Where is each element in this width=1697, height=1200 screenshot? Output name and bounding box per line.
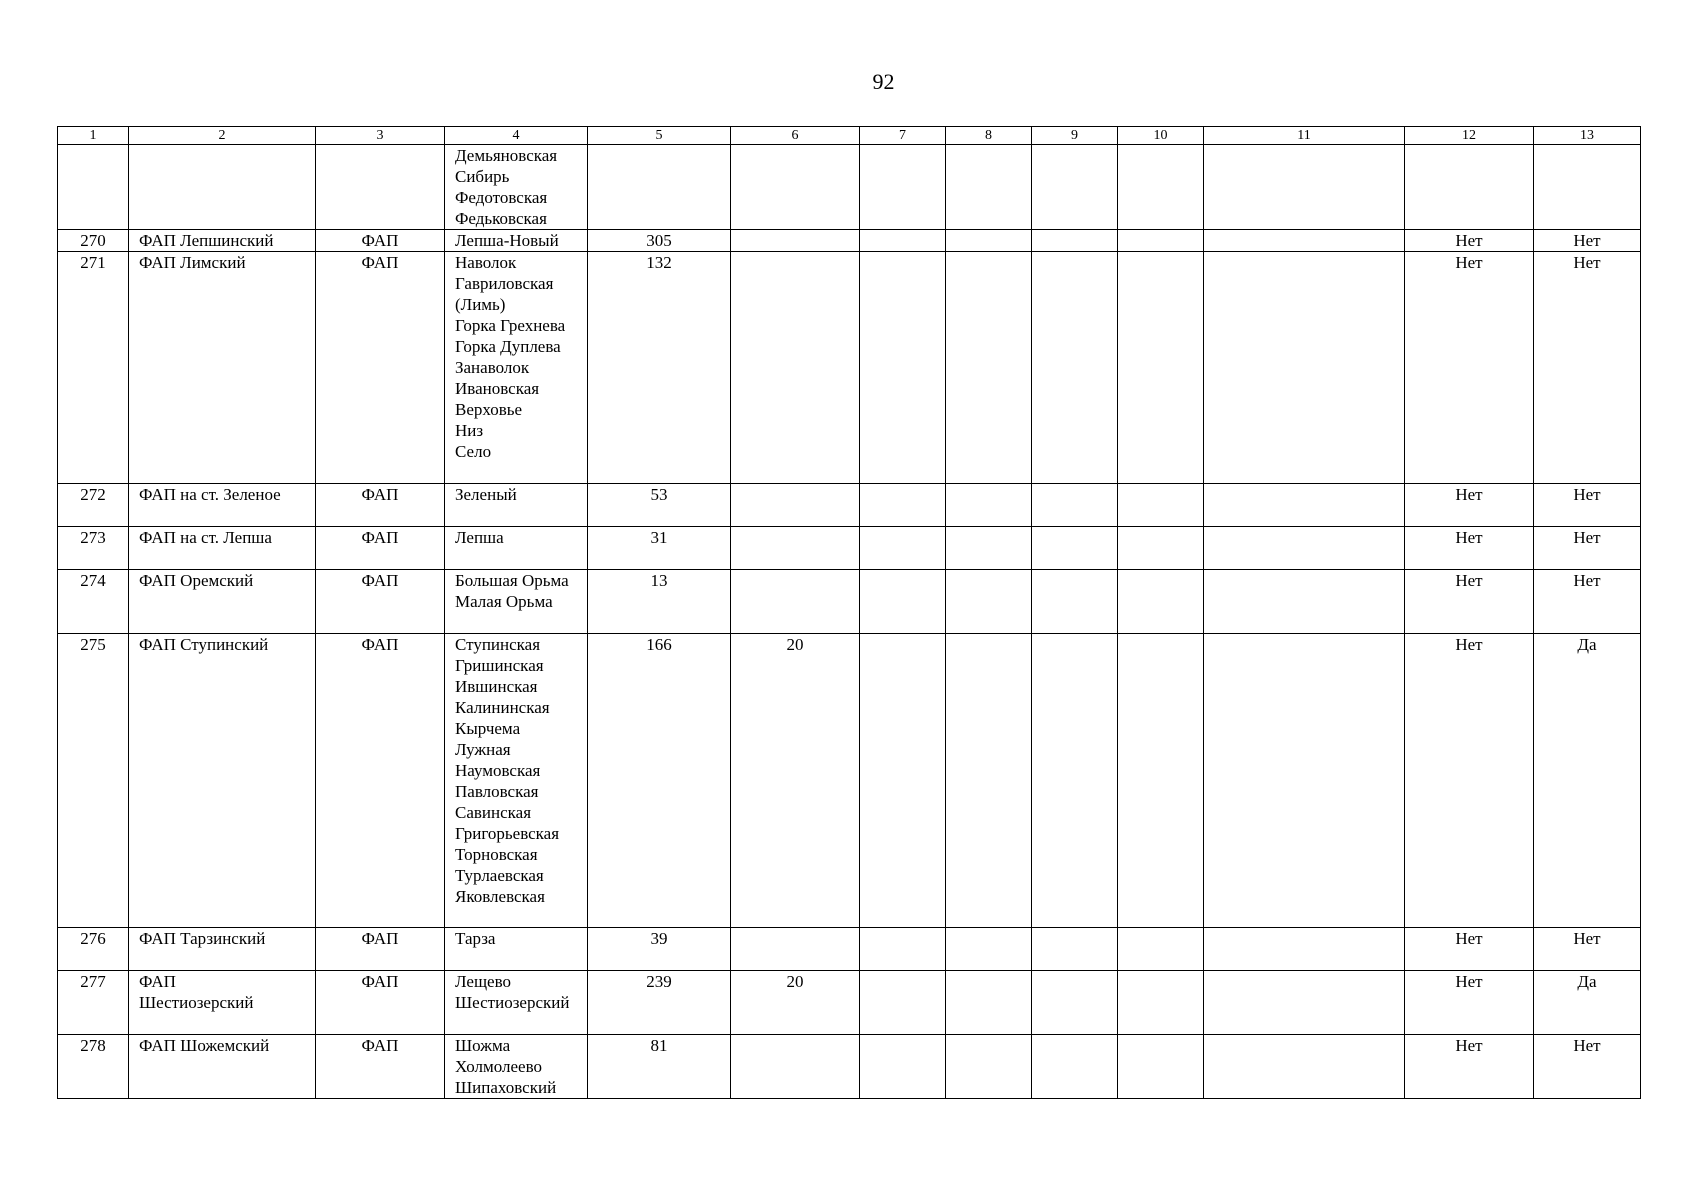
settlement-name: Павловская: [455, 782, 539, 801]
facility-name-cell: [129, 252, 316, 484]
column-7-cell: [860, 145, 946, 230]
column-8-cell: [946, 1035, 1032, 1099]
table-row: [58, 484, 1641, 527]
column-13-cell: Нет: [1534, 484, 1641, 527]
column-13-cell: Да: [1534, 634, 1641, 928]
column-8-cell: [946, 230, 1032, 252]
row-number-cell: 270: [58, 230, 129, 252]
settlement-name: Ивановская: [455, 379, 540, 398]
column-header: 4: [445, 127, 588, 145]
facility-name-cell: [129, 230, 316, 252]
column-12-cell: Нет: [1405, 230, 1534, 252]
row-number-cell: 276: [58, 928, 129, 971]
settlements-cell: [445, 527, 588, 570]
column-12-cell: Нет: [1405, 252, 1534, 484]
settlements-cell: [445, 634, 588, 928]
column-number-row: [58, 127, 1641, 145]
settlement-name: Горка Дуплева: [455, 337, 561, 356]
population-cell: 13: [588, 570, 731, 634]
settlement-name: Кырчема: [455, 719, 521, 738]
column-header: 11: [1204, 127, 1405, 145]
settlements-cell: [445, 484, 588, 527]
population-cell: 31: [588, 527, 731, 570]
settlement-name: Федотовская: [455, 188, 548, 207]
settlement-name: Федьковская: [455, 209, 547, 228]
column-10-cell: [1118, 527, 1204, 570]
facility-name-line: ФАП на ст. Зеленое: [139, 485, 281, 504]
facility-name-line: ФАП на ст. Лепша: [139, 528, 272, 547]
facility-name-line: ФАП Оремский: [139, 571, 254, 590]
column-6-cell: [731, 252, 860, 484]
column-6-cell: 20: [731, 971, 860, 1035]
settlements-cell: [445, 1035, 588, 1099]
settlements-cell: [445, 971, 588, 1035]
column-9-cell: [1032, 928, 1118, 971]
column-7-cell: [860, 1035, 946, 1099]
settlement-name: Верховье: [455, 400, 523, 419]
facility-name-cell: [129, 928, 316, 971]
column-11-cell: [1204, 527, 1405, 570]
settlement-name: Зеленый: [455, 485, 517, 504]
settlement-name: Лепша: [455, 528, 504, 547]
column-13-cell: Нет: [1534, 1035, 1641, 1099]
column-10-cell: [1118, 1035, 1204, 1099]
column-6-cell: [731, 484, 860, 527]
facility-type-cell: [316, 145, 445, 230]
column-9-cell: [1032, 570, 1118, 634]
population-cell: [588, 145, 731, 230]
population-cell: 81: [588, 1035, 731, 1099]
settlements-cell: [445, 252, 588, 484]
population-cell: 132: [588, 252, 731, 484]
column-6-cell: [731, 230, 860, 252]
facility-name-line: ФАП Ступинский: [139, 635, 269, 654]
column-8-cell: [946, 928, 1032, 971]
settlement-name: Тарза: [455, 929, 496, 948]
table-row: [58, 1035, 1641, 1099]
column-header: 9: [1032, 127, 1118, 145]
facility-name-cell: [129, 1035, 316, 1099]
facility-type-cell: ФАП: [316, 1035, 445, 1099]
row-number-cell: 271: [58, 252, 129, 484]
settlement-name: Лещево: [455, 972, 512, 991]
settlement-name: Калининская: [455, 698, 550, 717]
column-10-cell: [1118, 570, 1204, 634]
column-10-cell: [1118, 252, 1204, 484]
column-8-cell: [946, 527, 1032, 570]
facilities-table: [57, 126, 1641, 1099]
column-11-cell: [1204, 1035, 1405, 1099]
settlement-name: Шестиозерский: [455, 993, 570, 1012]
settlement-name: Торновская: [455, 845, 538, 864]
column-11-cell: [1204, 928, 1405, 971]
facility-type-cell: ФАП: [316, 634, 445, 928]
settlement-name: Малая Орьма: [455, 592, 553, 611]
row-number-cell: 277: [58, 971, 129, 1035]
column-9-cell: [1032, 484, 1118, 527]
settlement-name: Большая Орьма: [455, 571, 569, 590]
facility-name-line: ФАП Лимский: [139, 253, 246, 272]
settlement-name: Демьяновская: [455, 146, 558, 165]
column-11-cell: [1204, 971, 1405, 1035]
settlement-name: Занаволок: [455, 358, 530, 377]
settlements-cell: [445, 570, 588, 634]
facility-type-cell: ФАП: [316, 484, 445, 527]
column-7-cell: [860, 484, 946, 527]
table-row: [58, 527, 1641, 570]
column-10-cell: [1118, 928, 1204, 971]
settlement-name: Лепша-Новый: [455, 231, 559, 250]
column-10-cell: [1118, 971, 1204, 1035]
column-12-cell: Нет: [1405, 527, 1534, 570]
facility-name-cell: [129, 971, 316, 1035]
facility-type-cell: ФАП: [316, 252, 445, 484]
column-11-cell: [1204, 484, 1405, 527]
table-row: [58, 928, 1641, 971]
column-9-cell: [1032, 1035, 1118, 1099]
settlement-name: Яковлевская: [455, 887, 545, 906]
column-header: 8: [946, 127, 1032, 145]
facility-name-cell: [129, 484, 316, 527]
column-11-cell: [1204, 570, 1405, 634]
settlement-name: Григорьевская: [455, 824, 560, 843]
column-13-cell: Нет: [1534, 230, 1641, 252]
row-number-cell: [58, 145, 129, 230]
column-8-cell: [946, 145, 1032, 230]
page-number: 92: [872, 69, 895, 94]
column-11-cell: [1204, 252, 1405, 484]
column-6-cell: [731, 145, 860, 230]
column-11-cell: [1204, 230, 1405, 252]
column-7-cell: [860, 230, 946, 252]
column-10-cell: [1118, 145, 1204, 230]
table-body: [58, 145, 1641, 1099]
column-8-cell: [946, 252, 1032, 484]
population-cell: 166: [588, 634, 731, 928]
column-10-cell: [1118, 484, 1204, 527]
column-7-cell: [860, 570, 946, 634]
facility-type-cell: ФАП: [316, 928, 445, 971]
row-number-cell: 273: [58, 527, 129, 570]
column-8-cell: [946, 634, 1032, 928]
table-row: [58, 252, 1641, 484]
facility-type-cell: ФАП: [316, 570, 445, 634]
column-header: 10: [1118, 127, 1204, 145]
column-header: 5: [588, 127, 731, 145]
column-7-cell: [860, 634, 946, 928]
column-6-cell: [731, 570, 860, 634]
column-6-cell: 20: [731, 634, 860, 928]
row-number-cell: 278: [58, 1035, 129, 1099]
column-12-cell: Нет: [1405, 484, 1534, 527]
settlements-cell: [445, 145, 588, 230]
column-9-cell: [1032, 971, 1118, 1035]
settlement-name: Савинская: [455, 803, 532, 822]
column-13-cell: Нет: [1534, 527, 1641, 570]
column-7-cell: [860, 971, 946, 1035]
settlement-name: Ившинская: [455, 677, 538, 696]
column-header: 13: [1534, 127, 1641, 145]
facility-name-cell: [129, 145, 316, 230]
column-9-cell: [1032, 145, 1118, 230]
column-header: 6: [731, 127, 860, 145]
settlement-name: Турлаевская: [455, 866, 544, 885]
facility-name-cell: [129, 570, 316, 634]
facility-name-line: ФАП Шожемский: [139, 1036, 270, 1055]
population-cell: 39: [588, 928, 731, 971]
facility-type-cell: ФАП: [316, 527, 445, 570]
column-11-cell: [1204, 634, 1405, 928]
column-header: 3: [316, 127, 445, 145]
table-row: [58, 145, 1641, 230]
column-10-cell: [1118, 230, 1204, 252]
column-6-cell: [731, 928, 860, 971]
settlement-name: Ступинская: [455, 635, 541, 654]
settlement-name: Наумовская: [455, 761, 541, 780]
column-7-cell: [860, 527, 946, 570]
column-11-cell: [1204, 145, 1405, 230]
facility-name-line: ФАП Лепшинский: [139, 231, 274, 250]
settlements-cell: [445, 230, 588, 252]
settlement-name: Наволок: [455, 253, 517, 272]
settlement-name: Шипаховский: [455, 1078, 557, 1097]
column-9-cell: [1032, 252, 1118, 484]
column-7-cell: [860, 928, 946, 971]
column-12-cell: [1405, 145, 1534, 230]
column-10-cell: [1118, 634, 1204, 928]
facility-name-line: Шестиозерский: [139, 993, 254, 1012]
column-13-cell: Нет: [1534, 252, 1641, 484]
table-row: [58, 570, 1641, 634]
settlement-name: Лужная: [455, 740, 511, 759]
column-12-cell: Нет: [1405, 1035, 1534, 1099]
settlement-name: Горка Грехнева: [455, 316, 566, 335]
column-12-cell: Нет: [1405, 971, 1534, 1035]
column-8-cell: [946, 484, 1032, 527]
column-12-cell: Нет: [1405, 570, 1534, 634]
column-13-cell: Да: [1534, 971, 1641, 1035]
row-number-cell: 272: [58, 484, 129, 527]
column-header: 7: [860, 127, 946, 145]
column-13-cell: Нет: [1534, 928, 1641, 971]
column-13-cell: Нет: [1534, 570, 1641, 634]
column-6-cell: [731, 527, 860, 570]
row-number-cell: 275: [58, 634, 129, 928]
settlement-name: Шожма: [455, 1036, 511, 1055]
column-12-cell: Нет: [1405, 928, 1534, 971]
facility-type-cell: ФАП: [316, 230, 445, 252]
settlement-name: Низ: [455, 421, 484, 440]
table-row: [58, 634, 1641, 928]
facility-type-cell: ФАП: [316, 971, 445, 1035]
column-12-cell: Нет: [1405, 634, 1534, 928]
settlement-name: Село: [455, 442, 492, 461]
column-8-cell: [946, 570, 1032, 634]
settlements-cell: [445, 928, 588, 971]
facility-name-line: ФАП: [139, 972, 176, 991]
settlement-name: (Лимь): [455, 295, 506, 314]
column-header: 1: [58, 127, 129, 145]
column-header: 12: [1405, 127, 1534, 145]
settlement-name: Гавриловская: [455, 274, 554, 293]
row-number-cell: 274: [58, 570, 129, 634]
column-9-cell: [1032, 634, 1118, 928]
population-cell: 239: [588, 971, 731, 1035]
table-row: [58, 230, 1641, 252]
facility-name-line: ФАП Тарзинский: [139, 929, 266, 948]
facility-name-cell: [129, 634, 316, 928]
column-header: 2: [129, 127, 316, 145]
column-9-cell: [1032, 527, 1118, 570]
settlement-name: Гришинская: [455, 656, 544, 675]
column-8-cell: [946, 971, 1032, 1035]
column-6-cell: [731, 1035, 860, 1099]
population-cell: 53: [588, 484, 731, 527]
column-13-cell: [1534, 145, 1641, 230]
population-cell: 305: [588, 230, 731, 252]
column-9-cell: [1032, 230, 1118, 252]
column-7-cell: [860, 252, 946, 484]
table-row: [58, 971, 1641, 1035]
settlement-name: Сибирь: [455, 167, 510, 186]
facility-name-cell: [129, 527, 316, 570]
settlement-name: Холмолеево: [455, 1057, 542, 1076]
